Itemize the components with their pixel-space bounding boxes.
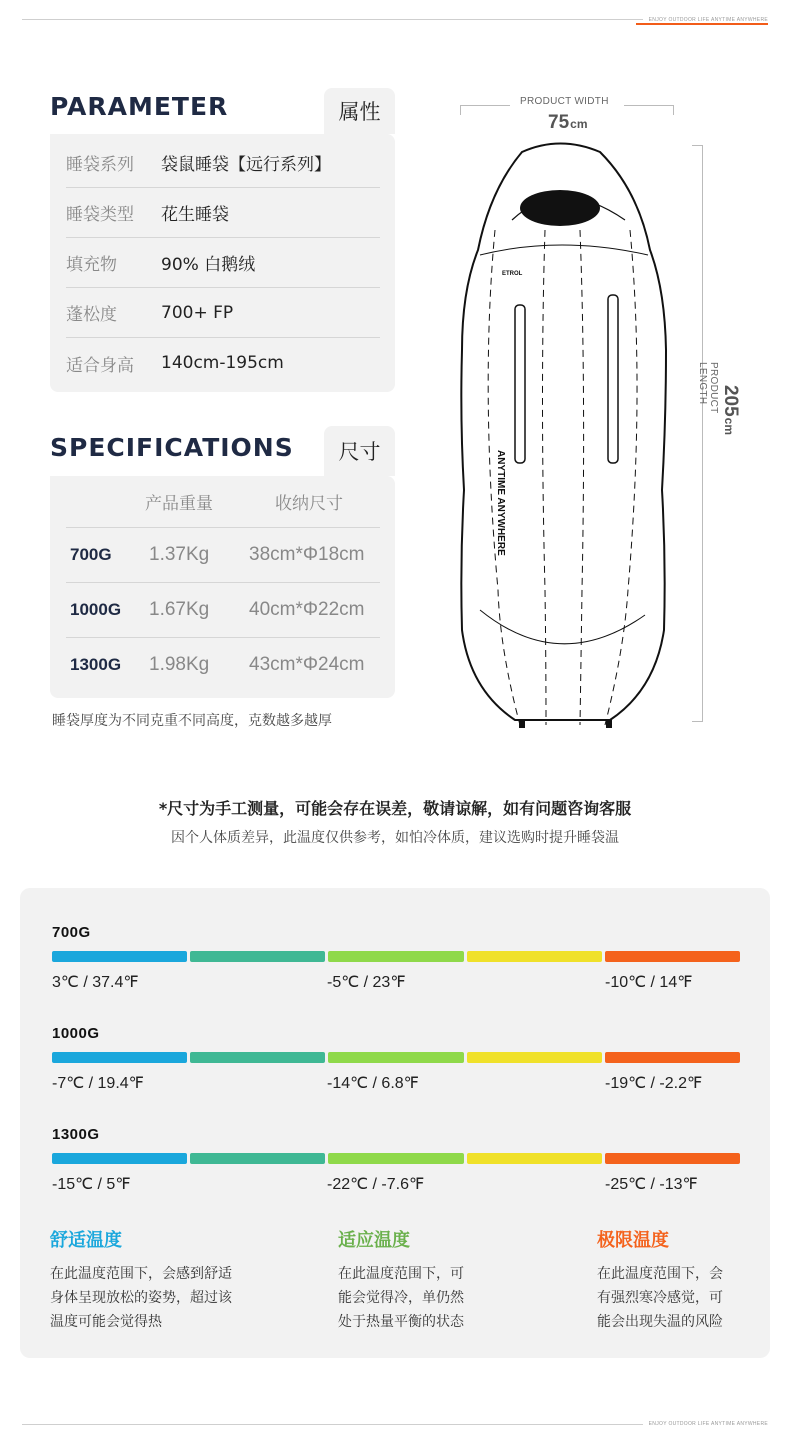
specifications-tab: 尺寸 — [324, 426, 395, 476]
spec-weight: 1.98Kg — [149, 653, 210, 675]
parameter-value: 花生睡袋 — [161, 205, 229, 225]
temp-segment-extreme — [605, 1052, 740, 1063]
top-accent-bar — [636, 23, 768, 25]
temp-scale-bar — [52, 1052, 740, 1063]
spec-size: 40cm*Φ22cm — [249, 598, 365, 620]
notice-measurement: *尺寸为手工测量，可能会存在误差，敬请谅解，如有问题咨询客服 — [158, 799, 632, 818]
temp-segment-transition — [467, 1052, 602, 1063]
temp-segment-comfort — [52, 1153, 187, 1164]
spec-model: 700G — [70, 544, 112, 564]
temp-model-1000g: 1000G — [52, 1025, 100, 1042]
temp-comfort-value: 3℃ / 37.4℉ — [52, 974, 139, 991]
temp-segment-limit — [328, 951, 463, 962]
parameter-value: 140cm-195cm — [161, 353, 284, 373]
legend-limit-desc: 在此温度范围下，可 能会觉得冷，单仍然 处于热量平衡的状态 — [338, 1266, 464, 1330]
legend-limit-title: 适应温度 — [338, 1230, 410, 1251]
parameter-value: 700+ FP — [161, 302, 234, 323]
parameter-tab: 属性 — [324, 88, 395, 134]
parameter-value: 90% 白鹅绒 — [161, 255, 256, 275]
bag-outline — [461, 144, 666, 721]
length-unit: cm — [722, 417, 736, 436]
legend-extreme — [597, 1226, 767, 1334]
temp-segment-extreme — [605, 951, 740, 962]
spec-size: 38cm*Φ18cm — [249, 543, 365, 565]
parameter-value: 袋鼠睡袋【远行系列】 — [161, 155, 331, 175]
temp-extreme-value: -10℃ / 14℉ — [605, 974, 693, 991]
length-label-group — [697, 362, 741, 458]
temp-model-700g: 700G — [52, 924, 91, 941]
legend-limit — [338, 1226, 518, 1334]
parameter-key: 蓬松度 — [66, 305, 117, 325]
product-figure — [440, 90, 740, 740]
length-value-group — [719, 385, 741, 435]
spec-model: 1300G — [70, 654, 122, 674]
temp-segment-comfort — [52, 1052, 187, 1063]
spec-header-row — [50, 476, 395, 526]
temp-segment-limit — [328, 1153, 463, 1164]
temp-segment-transition — [190, 1052, 325, 1063]
length-label: PRODUCT LENGTH — [697, 362, 719, 414]
parameter-key: 睡袋类型 — [66, 205, 134, 225]
spec-header-size: 收纳尺寸 — [275, 493, 343, 514]
length-tick-bottom — [692, 721, 702, 722]
parameter-panel — [50, 134, 395, 392]
temp-scale-bar — [52, 951, 740, 962]
width-value: 75 — [548, 112, 570, 133]
sleeping-bag-illustration — [440, 90, 680, 740]
bag-brand-mark: ETROL — [502, 271, 523, 277]
parameter-key: 睡袋系列 — [66, 155, 134, 175]
specifications-title: SPECIFICATIONS — [50, 433, 294, 462]
parameter-row — [66, 238, 380, 288]
legend-extreme-desc: 在此温度范围下，会 有强烈寒冷感觉，可 能会出现失温的风险 — [597, 1266, 723, 1330]
specifications-panel — [50, 476, 395, 698]
spec-model: 1000G — [70, 599, 122, 619]
temp-extreme-value: -19℃ / -2.2℉ — [605, 1075, 703, 1092]
length-value: 205 — [720, 384, 741, 417]
temp-extreme-value: -25℃ / -13℉ — [605, 1176, 698, 1193]
temp-limit-value: -5℃ / 23℉ — [327, 974, 406, 991]
temperature-panel — [20, 888, 770, 1358]
bag-print-text: ANYTIME ANYWHERE — [495, 450, 506, 556]
spec-row — [66, 527, 380, 581]
spec-size: 43cm*Φ24cm — [249, 653, 365, 675]
parameter-row — [66, 188, 380, 238]
parameter-row — [66, 338, 380, 388]
top-tagline: ENJOY OUTDOOR LIFE ANYTIME ANYWHERE — [643, 17, 768, 23]
notice-temperature: 因个人体质差异，此温度仅供参考，如怕冷体质，建议选购时提升睡袋温 — [171, 830, 619, 846]
foot-tab-left — [519, 720, 525, 728]
length-tick-top — [692, 145, 702, 146]
spec-header-weight: 产品重量 — [145, 493, 213, 514]
foot-tab-right — [606, 720, 612, 728]
temp-segment-extreme — [605, 1153, 740, 1164]
parameter-key: 填充物 — [66, 255, 117, 275]
spec-weight: 1.67Kg — [149, 598, 210, 620]
width-unit: cm — [570, 117, 588, 131]
temp-segment-transition — [190, 1153, 325, 1164]
spec-row — [66, 582, 380, 636]
hood-opening — [520, 190, 600, 226]
spec-row — [66, 637, 380, 691]
legend-extreme-title: 极限温度 — [597, 1230, 669, 1251]
temp-comfort-value: -15℃ / 5℉ — [52, 1176, 131, 1193]
spec-note: 睡袋厚度为不同克重不同高度，克数越多越厚 — [52, 713, 332, 729]
legend-comfort — [50, 1226, 280, 1334]
parameter-row — [66, 288, 380, 338]
width-label: PRODUCT WIDTH — [520, 96, 609, 107]
parameter-title: PARAMETER — [50, 92, 229, 121]
temp-segment-limit — [328, 1052, 463, 1063]
temp-segment-transition — [190, 951, 325, 962]
temp-limit-value: -14℃ / 6.8℉ — [327, 1075, 419, 1092]
temp-comfort-value: -7℃ / 19.4℉ — [52, 1075, 144, 1092]
parameter-key: 适合身高 — [66, 355, 134, 376]
temp-model-1300g: 1300G — [52, 1126, 100, 1143]
temp-scale-bar — [52, 1153, 740, 1164]
parameter-row — [66, 138, 380, 188]
bottom-tagline: ENJOY OUTDOOR LIFE ANYTIME ANYWHERE — [643, 1421, 768, 1427]
temp-segment-transition — [467, 951, 602, 962]
temp-segment-transition — [467, 1153, 602, 1164]
spec-weight: 1.37Kg — [149, 543, 210, 565]
legend-comfort-desc: 在此温度范围下，会感到舒适 身体呈现放松的姿势，超过该 温度可能会觉得热 — [50, 1266, 232, 1330]
temp-segment-comfort — [52, 951, 187, 962]
temp-limit-value: -22℃ / -7.6℉ — [327, 1176, 425, 1193]
legend-comfort-title: 舒适温度 — [50, 1230, 122, 1251]
